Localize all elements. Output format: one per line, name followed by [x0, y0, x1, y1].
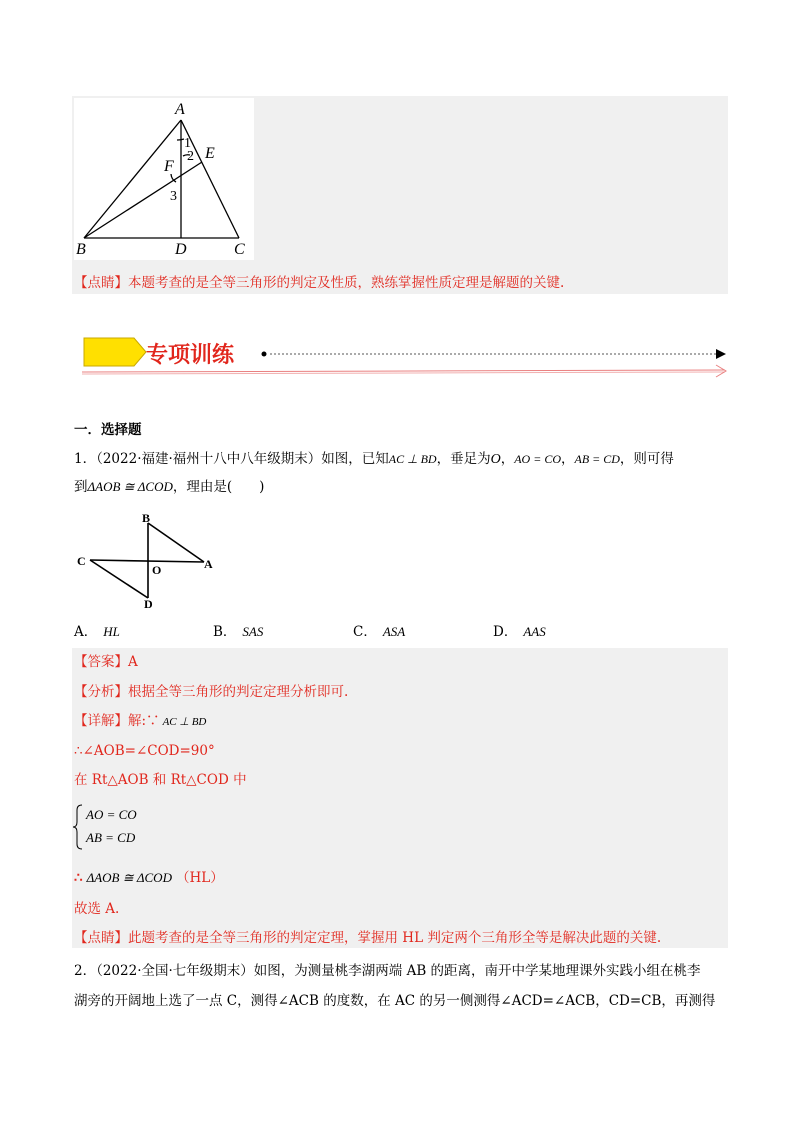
q1-stem-a: （2022·福建·福州十八中八年级期末）如图，已知 — [96, 451, 389, 467]
label-1: 1 — [184, 136, 191, 151]
q1-answer: 【答案】A — [74, 654, 138, 670]
label-D: D — [175, 241, 187, 258]
q1-number: 1． — [74, 451, 97, 467]
label-2: 2 — [187, 149, 194, 164]
triangle-figure — [74, 98, 254, 260]
q1-angle-line: ∴∠AOB=∠COD=90° — [74, 743, 215, 759]
q1-label-C: C — [77, 554, 86, 568]
q2-line2: 湖旁的开阔地上选了一点 C，测得∠ACB 的度数，在 AC 的另一侧测得∠ACD=∠ACB，CD=CB，再测得 — [74, 993, 716, 1009]
q1-figure — [74, 510, 224, 610]
q1-stem-line1 — [74, 449, 674, 470]
option-c-letter: C． — [353, 624, 377, 640]
option-c-text: ASA — [382, 624, 406, 639]
q1-comma1: ， — [500, 451, 515, 467]
q1-choose: 故选 A. — [74, 901, 120, 917]
q1-label-O: O — [152, 563, 162, 577]
option-a-letter: A． — [74, 624, 98, 640]
section-title: 专项训练 — [146, 343, 235, 368]
section-banner — [80, 334, 732, 380]
label-F: F — [164, 158, 174, 175]
q1-concl-reason: （HL） — [175, 870, 224, 886]
q1-conclusion — [74, 868, 224, 888]
q1-label-A: A — [204, 557, 213, 571]
q1-congruence: ΔAOB ≅ ΔCOD — [87, 479, 173, 494]
option-b-text: SAS — [242, 624, 264, 639]
option-a-text: HL — [103, 624, 120, 639]
q1-stem-c: ，则可得 — [619, 451, 674, 467]
q1-label-D: D — [144, 597, 153, 610]
q1-label-B: B — [142, 511, 151, 525]
q1-detail — [74, 711, 206, 732]
q1-cond2: AO = CO — [514, 452, 561, 466]
q1-stem-line2 — [74, 477, 264, 497]
option-d-letter: D． — [493, 624, 518, 640]
q2-line1-text: （2022·全国·七年级期末）如图，为测量桃李湖两端 AB 的距离，南开中学某地理课外实践小组在桃李 — [96, 963, 701, 979]
q1-eq2: AB = CD — [86, 830, 136, 845]
label-A: A — [175, 101, 185, 118]
q1-line2-b: ，理由是( ) — [172, 479, 265, 495]
label-B: B — [76, 241, 86, 258]
q1-foot: O — [490, 452, 501, 467]
option-d[interactable] — [493, 622, 546, 642]
q1-brace — [72, 804, 84, 850]
option-d-text: AAS — [523, 624, 546, 639]
q1-detail-cond: AC ⊥ BD — [162, 716, 207, 728]
q1-therefore: ∴ — [74, 870, 83, 886]
q1-line2-a: 到 — [74, 479, 88, 495]
q1-concl: ΔAOB ≅ ΔCOD — [86, 870, 172, 885]
heading-choice: 一．选择题 — [74, 422, 142, 438]
q1-dianjing: 【点睛】此题考查的是全等三角形的判定定理，掌握用 HL 判定两个三角形全等是解决此题的关键. — [74, 930, 662, 946]
q1-in-line: 在 Rt△AOB 和 Rt△COD 中 — [74, 772, 247, 788]
banner-arrow-shape — [84, 338, 146, 366]
label-C: C — [234, 241, 245, 258]
q1-comma2: ， — [560, 451, 575, 467]
q1-analysis: 【分析】根据全等三角形的判定定理分析即可. — [74, 684, 349, 700]
option-b[interactable] — [213, 622, 263, 642]
option-b-letter: B． — [213, 624, 237, 640]
q1-detail-label: 【详解】解:∵ — [74, 713, 160, 729]
q2-line1 — [74, 961, 701, 981]
q1-eq1: AO = CO — [86, 807, 137, 822]
q1-cond3: AB = CD — [574, 452, 620, 466]
option-a[interactable] — [74, 622, 120, 642]
q1-stem-b: ，垂足为 — [436, 451, 491, 467]
q2-number: 2． — [74, 963, 97, 979]
option-c[interactable] — [353, 622, 405, 642]
dianjing-top: 【点睛】本题考查的是全等三角形的判定及性质，熟练掌握性质定理是解题的关键. — [74, 275, 565, 291]
q1-cond1: AC ⊥ BD — [388, 452, 437, 466]
label-E: E — [205, 145, 215, 162]
label-3: 3 — [170, 189, 177, 204]
